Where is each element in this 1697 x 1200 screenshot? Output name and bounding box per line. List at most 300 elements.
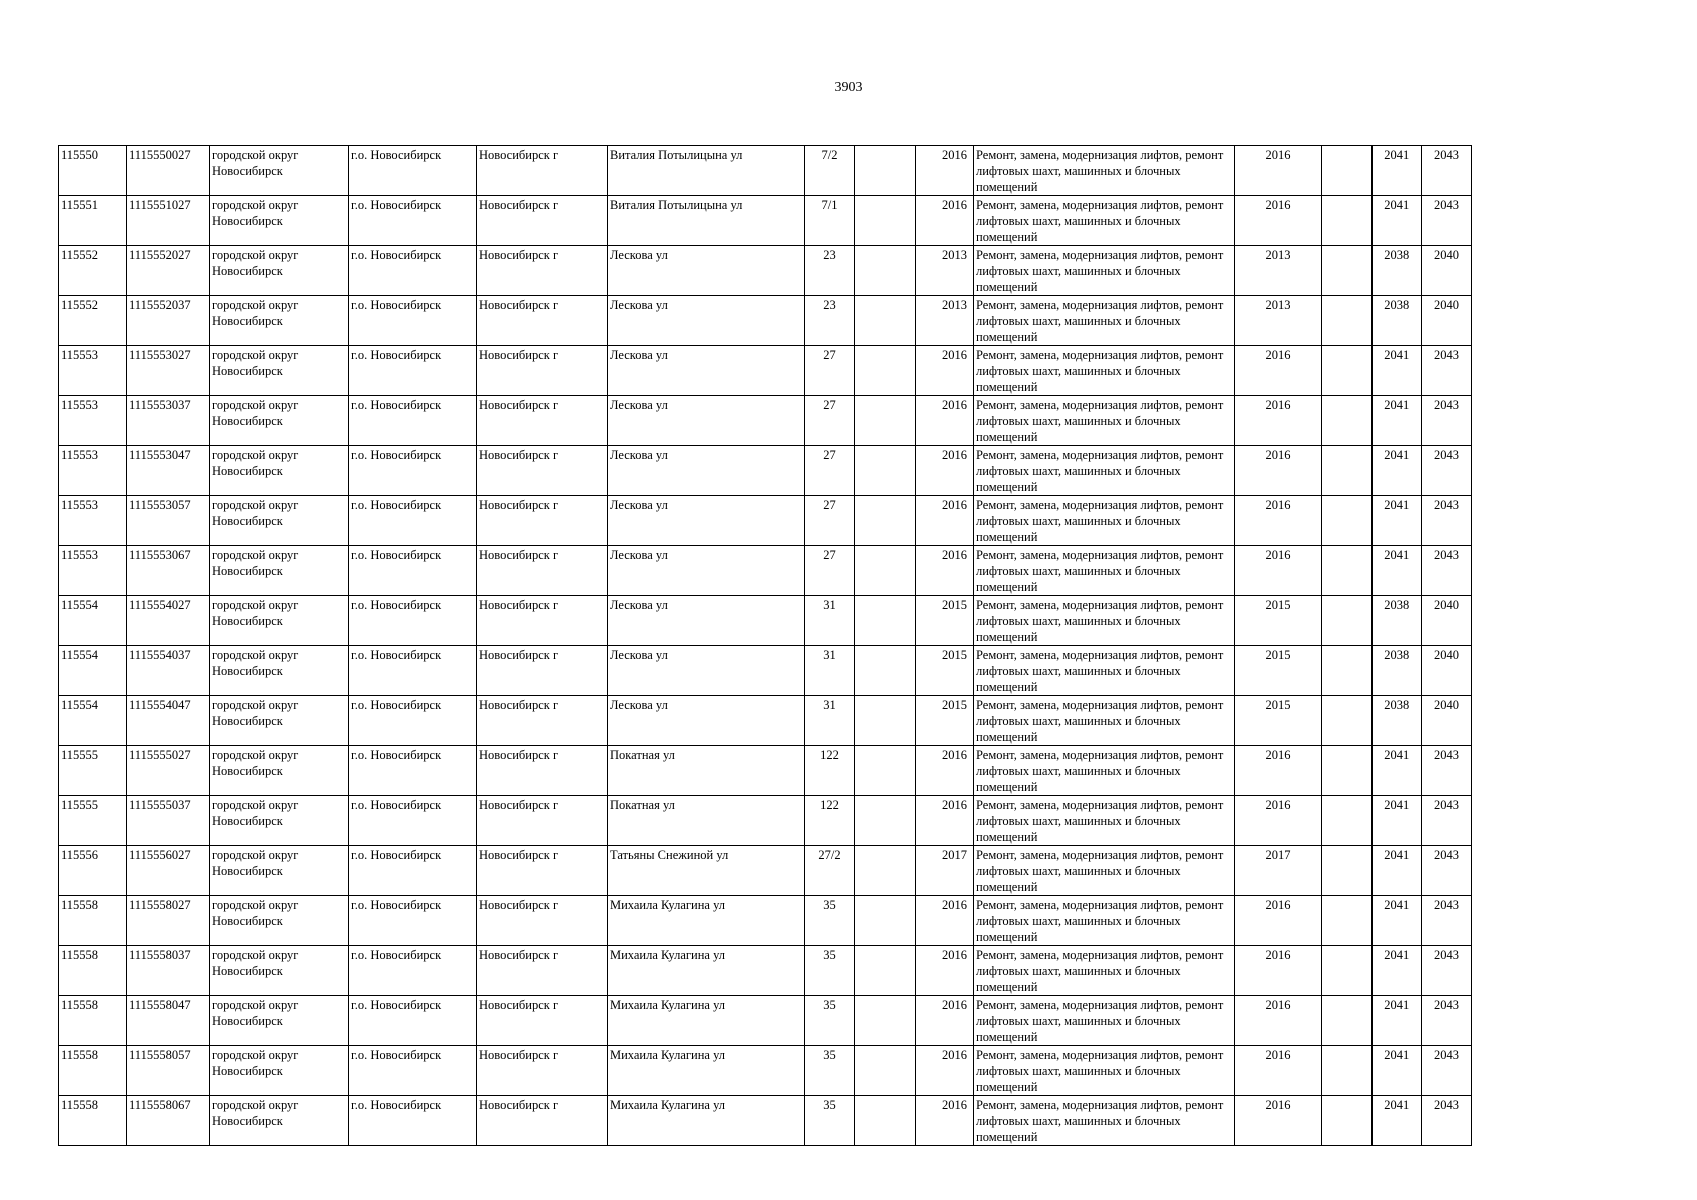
cell-house-number: 23 <box>805 296 855 346</box>
cell-house-number: 27/2 <box>805 846 855 896</box>
cell-plan-year-from: 2041 <box>1372 996 1422 1046</box>
cell-municipal-short: г.о. Новосибирск <box>349 596 477 646</box>
cell-plan-year-from: 2041 <box>1372 196 1422 246</box>
cell-object-id: 115558 <box>59 896 127 946</box>
cell-work-type: Ремонт, замена, модернизация лифтов, ремонт лифтовых шахт, машинных и блочных помещений <box>974 546 1235 596</box>
cell-municipality: городской округ Новосибирск <box>210 1046 349 1096</box>
cell-object-id: 115553 <box>59 446 127 496</box>
cell-building <box>855 246 916 296</box>
cell-municipal-short: г.о. Новосибирск <box>349 746 477 796</box>
cell-start-year: 2015 <box>1235 696 1322 746</box>
cell-commission-year: 2016 <box>916 946 974 996</box>
cell-street: Михаила Кулагина ул <box>608 996 805 1046</box>
cell-plan-year-to: 2043 <box>1422 996 1472 1046</box>
cell-house-number: 7/1 <box>805 196 855 246</box>
cell-municipal-short: г.о. Новосибирск <box>349 396 477 446</box>
table-row <box>59 1096 1472 1146</box>
cell-work-type: Ремонт, замена, модернизация лифтов, ремонт лифтовых шахт, машинных и блочных помещений <box>974 846 1235 896</box>
cell-municipal-short: г.о. Новосибирск <box>349 446 477 496</box>
cell-municipality: городской округ Новосибирск <box>210 196 349 246</box>
cell-work-type: Ремонт, замена, модернизация лифтов, ремонт лифтовых шахт, машинных и блочных помещений <box>974 646 1235 696</box>
cell-building <box>855 596 916 646</box>
cell-commission-year: 2015 <box>916 696 974 746</box>
cell-work-type: Ремонт, замена, модернизация лифтов, ремонт лифтовых шахт, машинных и блочных помещений <box>974 296 1235 346</box>
table-row <box>59 796 1472 846</box>
cell-building <box>855 1046 916 1096</box>
cell-plan-year-from: 2041 <box>1372 946 1422 996</box>
cell-object-id: 115555 <box>59 796 127 846</box>
cell-empty <box>1322 196 1372 246</box>
cell-municipality: городской округ Новосибирск <box>210 696 349 746</box>
cell-house-number: 35 <box>805 996 855 1046</box>
cell-house-number: 35 <box>805 1096 855 1146</box>
cell-object-id: 115554 <box>59 646 127 696</box>
cell-commission-year: 2016 <box>916 996 974 1046</box>
cell-object-id: 115553 <box>59 496 127 546</box>
cell-commission-year: 2017 <box>916 846 974 896</box>
table-row <box>59 496 1472 546</box>
table-row <box>59 146 1472 196</box>
cell-empty <box>1322 346 1372 396</box>
cell-plan-year-from: 2041 <box>1372 796 1422 846</box>
cell-plan-year-from: 2041 <box>1372 346 1422 396</box>
table-row <box>59 546 1472 596</box>
table-row <box>59 696 1472 746</box>
cell-municipal-short: г.о. Новосибирск <box>349 946 477 996</box>
cell-commission-year: 2016 <box>916 496 974 546</box>
cell-object-id: 115553 <box>59 346 127 396</box>
cell-start-year: 2017 <box>1235 846 1322 896</box>
cell-settlement: Новосибирск г <box>477 946 608 996</box>
cell-commission-year: 2016 <box>916 746 974 796</box>
table-body <box>59 146 1472 1146</box>
cell-building <box>855 446 916 496</box>
cell-start-year: 2016 <box>1235 896 1322 946</box>
cell-object-id: 115552 <box>59 246 127 296</box>
cell-start-year: 2016 <box>1235 446 1322 496</box>
cell-record-code: 1115551027 <box>127 196 210 246</box>
cell-work-type: Ремонт, замена, модернизация лифтов, ремонт лифтовых шахт, машинных и блочных помещений <box>974 596 1235 646</box>
cell-start-year: 2016 <box>1235 546 1322 596</box>
cell-record-code: 1115553057 <box>127 496 210 546</box>
cell-settlement: Новосибирск г <box>477 696 608 746</box>
cell-municipal-short: г.о. Новосибирск <box>349 696 477 746</box>
cell-plan-year-from: 2038 <box>1372 246 1422 296</box>
cell-house-number: 31 <box>805 646 855 696</box>
cell-settlement: Новосибирск г <box>477 646 608 696</box>
cell-record-code: 1115558027 <box>127 896 210 946</box>
cell-empty <box>1322 396 1372 446</box>
cell-street: Михаила Кулагина ул <box>608 1046 805 1096</box>
cell-settlement: Новосибирск г <box>477 596 608 646</box>
cell-plan-year-from: 2041 <box>1372 1096 1422 1146</box>
cell-building <box>855 646 916 696</box>
cell-plan-year-to: 2043 <box>1422 196 1472 246</box>
cell-commission-year: 2015 <box>916 646 974 696</box>
cell-street: Виталия Потылицына ул <box>608 196 805 246</box>
cell-start-year: 2015 <box>1235 646 1322 696</box>
cell-municipality: городской округ Новосибирск <box>210 996 349 1046</box>
cell-commission-year: 2013 <box>916 246 974 296</box>
cell-building <box>855 696 916 746</box>
cell-work-type: Ремонт, замена, модернизация лифтов, ремонт лифтовых шахт, машинных и блочных помещений <box>974 696 1235 746</box>
cell-commission-year: 2016 <box>916 396 974 446</box>
cell-building <box>855 396 916 446</box>
cell-work-type: Ремонт, замена, модернизация лифтов, ремонт лифтовых шахт, машинных и блочных помещений <box>974 796 1235 846</box>
cell-plan-year-to: 2040 <box>1422 646 1472 696</box>
cell-municipality: городской округ Новосибирск <box>210 146 349 196</box>
cell-street: Лескова ул <box>608 696 805 746</box>
cell-start-year: 2016 <box>1235 146 1322 196</box>
cell-house-number: 122 <box>805 746 855 796</box>
cell-plan-year-to: 2043 <box>1422 896 1472 946</box>
cell-municipal-short: г.о. Новосибирск <box>349 296 477 346</box>
cell-object-id: 115551 <box>59 196 127 246</box>
cell-start-year: 2016 <box>1235 996 1322 1046</box>
cell-settlement: Новосибирск г <box>477 796 608 846</box>
cell-building <box>855 496 916 546</box>
cell-plan-year-from: 2041 <box>1372 1046 1422 1096</box>
cell-building <box>855 1096 916 1146</box>
cell-record-code: 1115558047 <box>127 996 210 1046</box>
cell-object-id: 115556 <box>59 846 127 896</box>
cell-empty <box>1322 296 1372 346</box>
cell-commission-year: 2013 <box>916 296 974 346</box>
cell-settlement: Новосибирск г <box>477 846 608 896</box>
table-row <box>59 296 1472 346</box>
table-row <box>59 396 1472 446</box>
cell-municipality: городской округ Новосибирск <box>210 646 349 696</box>
cell-municipality: городской округ Новосибирск <box>210 1096 349 1146</box>
cell-record-code: 1115553067 <box>127 546 210 596</box>
cell-record-code: 1115554027 <box>127 596 210 646</box>
cell-empty <box>1322 596 1372 646</box>
cell-house-number: 31 <box>805 696 855 746</box>
cell-work-type: Ремонт, замена, модернизация лифтов, ремонт лифтовых шахт, машинных и блочных помещений <box>974 346 1235 396</box>
cell-house-number: 27 <box>805 496 855 546</box>
cell-municipality: городской округ Новосибирск <box>210 346 349 396</box>
cell-house-number: 7/2 <box>805 146 855 196</box>
cell-settlement: Новосибирск г <box>477 246 608 296</box>
cell-plan-year-to: 2043 <box>1422 396 1472 446</box>
cell-municipality: городской округ Новосибирск <box>210 846 349 896</box>
cell-settlement: Новосибирск г <box>477 146 608 196</box>
cell-work-type: Ремонт, замена, модернизация лифтов, ремонт лифтовых шахт, машинных и блочных помещений <box>974 246 1235 296</box>
cell-object-id: 115554 <box>59 596 127 646</box>
cell-plan-year-from: 2038 <box>1372 696 1422 746</box>
table-row <box>59 196 1472 246</box>
cell-settlement: Новосибирск г <box>477 996 608 1046</box>
cell-plan-year-from: 2041 <box>1372 496 1422 546</box>
cell-empty <box>1322 646 1372 696</box>
table-row <box>59 446 1472 496</box>
cell-municipal-short: г.о. Новосибирск <box>349 346 477 396</box>
cell-house-number: 27 <box>805 546 855 596</box>
cell-house-number: 27 <box>805 446 855 496</box>
cell-empty <box>1322 796 1372 846</box>
cell-plan-year-to: 2040 <box>1422 296 1472 346</box>
cell-empty <box>1322 546 1372 596</box>
cell-start-year: 2015 <box>1235 596 1322 646</box>
cell-work-type: Ремонт, замена, модернизация лифтов, ремонт лифтовых шахт, машинных и блочных помещений <box>974 1046 1235 1096</box>
cell-work-type: Ремонт, замена, модернизация лифтов, ремонт лифтовых шахт, машинных и блочных помещений <box>974 146 1235 196</box>
cell-empty <box>1322 1096 1372 1146</box>
cell-empty <box>1322 846 1372 896</box>
cell-municipality: городской округ Новосибирск <box>210 296 349 346</box>
cell-municipal-short: г.о. Новосибирск <box>349 546 477 596</box>
cell-plan-year-from: 2038 <box>1372 296 1422 346</box>
cell-municipal-short: г.о. Новосибирск <box>349 846 477 896</box>
cell-object-id: 115558 <box>59 946 127 996</box>
cell-municipality: городской округ Новосибирск <box>210 546 349 596</box>
cell-municipality: городской округ Новосибирск <box>210 896 349 946</box>
cell-plan-year-to: 2043 <box>1422 146 1472 196</box>
cell-street: Лескова ул <box>608 296 805 346</box>
cell-empty <box>1322 896 1372 946</box>
cell-municipal-short: г.о. Новосибирск <box>349 246 477 296</box>
cell-building <box>855 896 916 946</box>
cell-record-code: 1115555037 <box>127 796 210 846</box>
cell-plan-year-from: 2041 <box>1372 846 1422 896</box>
cell-object-id: 115554 <box>59 696 127 746</box>
cell-commission-year: 2016 <box>916 896 974 946</box>
cell-record-code: 1115554047 <box>127 696 210 746</box>
table-row <box>59 846 1472 896</box>
cell-street: Лескова ул <box>608 446 805 496</box>
cell-municipality: городской округ Новосибирск <box>210 246 349 296</box>
cell-work-type: Ремонт, замена, модернизация лифтов, ремонт лифтовых шахт, машинных и блочных помещений <box>974 1096 1235 1146</box>
cell-record-code: 1115556027 <box>127 846 210 896</box>
cell-plan-year-from: 2041 <box>1372 146 1422 196</box>
cell-municipal-short: г.о. Новосибирск <box>349 196 477 246</box>
cell-municipal-short: г.о. Новосибирск <box>349 796 477 846</box>
cell-plan-year-to: 2043 <box>1422 446 1472 496</box>
cell-work-type: Ремонт, замена, модернизация лифтов, ремонт лифтовых шахт, машинных и блочных помещений <box>974 996 1235 1046</box>
table-row <box>59 746 1472 796</box>
cell-municipal-short: г.о. Новосибирск <box>349 996 477 1046</box>
cell-street: Лескова ул <box>608 396 805 446</box>
cell-plan-year-to: 2043 <box>1422 1096 1472 1146</box>
cell-house-number: 27 <box>805 396 855 446</box>
cell-building <box>855 346 916 396</box>
cell-street: Лескова ул <box>608 496 805 546</box>
table-row <box>59 646 1472 696</box>
cell-empty <box>1322 446 1372 496</box>
cell-settlement: Новосибирск г <box>477 546 608 596</box>
cell-plan-year-from: 2041 <box>1372 746 1422 796</box>
cell-work-type: Ремонт, замена, модернизация лифтов, ремонт лифтовых шахт, машинных и блочных помещений <box>974 746 1235 796</box>
cell-settlement: Новосибирск г <box>477 446 608 496</box>
cell-record-code: 1115553047 <box>127 446 210 496</box>
cell-work-type: Ремонт, замена, модернизация лифтов, ремонт лифтовых шахт, машинных и блочных помещений <box>974 496 1235 546</box>
cell-municipality: городской округ Новосибирск <box>210 396 349 446</box>
cell-street: Михаила Кулагина ул <box>608 946 805 996</box>
cell-municipal-short: г.о. Новосибирск <box>349 1046 477 1096</box>
cell-house-number: 35 <box>805 946 855 996</box>
cell-street: Михаила Кулагина ул <box>608 1096 805 1146</box>
cell-municipal-short: г.о. Новосибирск <box>349 1096 477 1146</box>
cell-work-type: Ремонт, замена, модернизация лифтов, ремонт лифтовых шахт, машинных и блочных помещений <box>974 446 1235 496</box>
cell-commission-year: 2016 <box>916 446 974 496</box>
cell-commission-year: 2016 <box>916 346 974 396</box>
cell-empty <box>1322 496 1372 546</box>
cell-house-number: 35 <box>805 1046 855 1096</box>
cell-settlement: Новосибирск г <box>477 896 608 946</box>
cell-settlement: Новосибирск г <box>477 746 608 796</box>
cell-plan-year-to: 2040 <box>1422 246 1472 296</box>
cell-object-id: 115558 <box>59 1046 127 1096</box>
cell-record-code: 1115550027 <box>127 146 210 196</box>
table-row <box>59 596 1472 646</box>
cell-plan-year-to: 2043 <box>1422 796 1472 846</box>
cell-work-type: Ремонт, замена, модернизация лифтов, ремонт лифтовых шахт, машинных и блочных помещений <box>974 196 1235 246</box>
cell-record-code: 1115553037 <box>127 396 210 446</box>
cell-municipal-short: г.о. Новосибирск <box>349 496 477 546</box>
cell-plan-year-to: 2043 <box>1422 496 1472 546</box>
cell-commission-year: 2016 <box>916 546 974 596</box>
table-row <box>59 996 1472 1046</box>
cell-settlement: Новосибирск г <box>477 396 608 446</box>
cell-settlement: Новосибирск г <box>477 296 608 346</box>
cell-start-year: 2016 <box>1235 196 1322 246</box>
cell-house-number: 122 <box>805 796 855 846</box>
cell-street: Лескова ул <box>608 596 805 646</box>
cell-municipal-short: г.о. Новосибирск <box>349 896 477 946</box>
cell-settlement: Новосибирск г <box>477 196 608 246</box>
cell-object-id: 115555 <box>59 746 127 796</box>
cell-work-type: Ремонт, замена, модернизация лифтов, ремонт лифтовых шахт, машинных и блочных помещений <box>974 946 1235 996</box>
cell-plan-year-to: 2043 <box>1422 546 1472 596</box>
cell-municipality: городской округ Новосибирск <box>210 446 349 496</box>
cell-plan-year-to: 2043 <box>1422 846 1472 896</box>
cell-municipality: городской округ Новосибирск <box>210 596 349 646</box>
table-row <box>59 246 1472 296</box>
cell-house-number: 23 <box>805 246 855 296</box>
cell-street: Виталия Потылицына ул <box>608 146 805 196</box>
cell-start-year: 2016 <box>1235 1096 1322 1146</box>
cell-settlement: Новосибирск г <box>477 1096 608 1146</box>
cell-street: Михаила Кулагина ул <box>608 896 805 946</box>
cell-start-year: 2013 <box>1235 296 1322 346</box>
cell-building <box>855 746 916 796</box>
cell-commission-year: 2016 <box>916 1096 974 1146</box>
cell-start-year: 2016 <box>1235 796 1322 846</box>
cell-work-type: Ремонт, замена, модернизация лифтов, ремонт лифтовых шахт, машинных и блочных помещений <box>974 396 1235 446</box>
cell-commission-year: 2016 <box>916 146 974 196</box>
cell-object-id: 115550 <box>59 146 127 196</box>
cell-empty <box>1322 1046 1372 1096</box>
cell-empty <box>1322 946 1372 996</box>
cell-start-year: 2016 <box>1235 946 1322 996</box>
cell-street: Лескова ул <box>608 646 805 696</box>
cell-plan-year-to: 2043 <box>1422 346 1472 396</box>
cell-commission-year: 2015 <box>916 596 974 646</box>
cell-plan-year-from: 2041 <box>1372 446 1422 496</box>
cell-plan-year-to: 2043 <box>1422 746 1472 796</box>
cell-start-year: 2016 <box>1235 396 1322 446</box>
cell-empty <box>1322 996 1372 1046</box>
cell-plan-year-to: 2043 <box>1422 946 1472 996</box>
cell-street: Покатная ул <box>608 746 805 796</box>
cell-object-id: 115552 <box>59 296 127 346</box>
cell-building <box>855 796 916 846</box>
cell-settlement: Новосибирск г <box>477 1046 608 1096</box>
cell-municipality: городской округ Новосибирск <box>210 796 349 846</box>
cell-plan-year-from: 2041 <box>1372 546 1422 596</box>
cell-work-type: Ремонт, замена, модернизация лифтов, ремонт лифтовых шахт, машинных и блочных помещений <box>974 896 1235 946</box>
cell-record-code: 1115555027 <box>127 746 210 796</box>
page-number: 3903 <box>834 80 863 95</box>
table-row <box>59 346 1472 396</box>
cell-building <box>855 546 916 596</box>
cell-record-code: 1115554037 <box>127 646 210 696</box>
cell-street: Покатная ул <box>608 796 805 846</box>
cell-plan-year-to: 2040 <box>1422 596 1472 646</box>
cell-empty <box>1322 146 1372 196</box>
cell-settlement: Новосибирск г <box>477 346 608 396</box>
cell-record-code: 1115558037 <box>127 946 210 996</box>
cell-start-year: 2016 <box>1235 496 1322 546</box>
cell-municipality: городской округ Новосибирск <box>210 496 349 546</box>
cell-building <box>855 146 916 196</box>
table-row <box>59 1046 1472 1096</box>
cell-street: Татьяны Снежиной ул <box>608 846 805 896</box>
cell-building <box>855 846 916 896</box>
table-row <box>59 896 1472 946</box>
cell-street: Лескова ул <box>608 246 805 296</box>
cell-plan-year-from: 2041 <box>1372 396 1422 446</box>
cell-record-code: 1115552037 <box>127 296 210 346</box>
cell-plan-year-to: 2043 <box>1422 1046 1472 1096</box>
cell-commission-year: 2016 <box>916 1046 974 1096</box>
cell-record-code: 1115553027 <box>127 346 210 396</box>
cell-object-id: 115558 <box>59 1096 127 1146</box>
cell-object-id: 115553 <box>59 546 127 596</box>
cell-settlement: Новосибирск г <box>477 496 608 546</box>
cell-start-year: 2013 <box>1235 246 1322 296</box>
cell-plan-year-to: 2040 <box>1422 696 1472 746</box>
cell-house-number: 31 <box>805 596 855 646</box>
cell-house-number: 27 <box>805 346 855 396</box>
repair-schedule-table-wrapper <box>58 145 1472 1146</box>
cell-commission-year: 2016 <box>916 196 974 246</box>
cell-empty <box>1322 246 1372 296</box>
cell-commission-year: 2016 <box>916 796 974 846</box>
cell-municipal-short: г.о. Новосибирск <box>349 146 477 196</box>
cell-empty <box>1322 696 1372 746</box>
cell-object-id: 115558 <box>59 996 127 1046</box>
cell-empty <box>1322 746 1372 796</box>
cell-plan-year-from: 2038 <box>1372 596 1422 646</box>
cell-municipal-short: г.о. Новосибирск <box>349 646 477 696</box>
cell-record-code: 1115558067 <box>127 1096 210 1146</box>
cell-start-year: 2016 <box>1235 746 1322 796</box>
cell-municipality: городской округ Новосибирск <box>210 946 349 996</box>
cell-start-year: 2016 <box>1235 1046 1322 1096</box>
cell-start-year: 2016 <box>1235 346 1322 396</box>
cell-record-code: 1115558057 <box>127 1046 210 1096</box>
cell-house-number: 35 <box>805 896 855 946</box>
cell-record-code: 1115552027 <box>127 246 210 296</box>
cell-building <box>855 296 916 346</box>
cell-street: Лескова ул <box>608 346 805 396</box>
cell-building <box>855 196 916 246</box>
cell-building <box>855 996 916 1046</box>
table-row <box>59 946 1472 996</box>
cell-building <box>855 946 916 996</box>
cell-municipality: городской округ Новосибирск <box>210 746 349 796</box>
repair-schedule-table <box>58 145 1472 1146</box>
